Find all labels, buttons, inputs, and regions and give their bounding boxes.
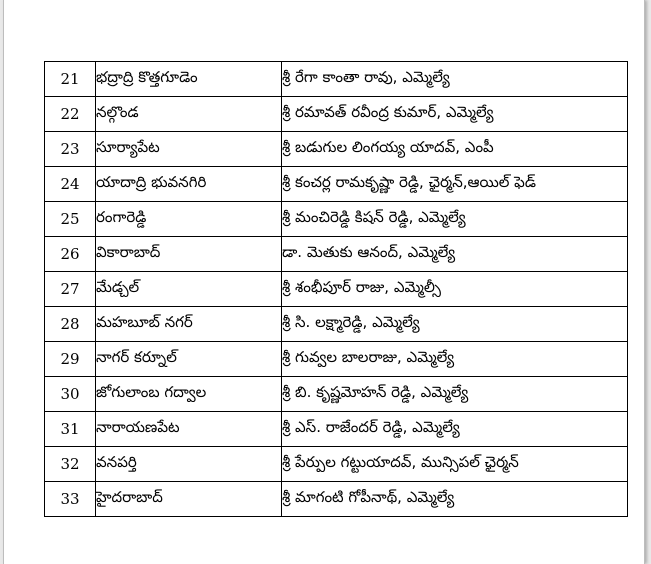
district-name: మేడ్చల్: [96, 272, 282, 307]
district-name: నాగర్ కర్నూల్: [96, 342, 282, 377]
person-name: శ్రీ రేగా కాంతా రావు, ఎమ్మెల్యే: [282, 62, 628, 97]
district-name: వికారాబాద్: [96, 237, 282, 272]
district-name: జోగులాంబ గద్వాల: [96, 377, 282, 412]
person-name: శ్రీ రమావత్ రవీంద్ర కుమార్, ఎమ్మెల్యే: [282, 97, 628, 132]
person-name: శ్రీ మాగంటి గోపీనాథ్, ఎమ్మెల్యే: [282, 482, 628, 517]
table-row: [45, 342, 628, 377]
table-row: [45, 97, 628, 132]
district-name: నారాయణపేట: [96, 412, 282, 447]
district-name: రంగారెడ్డి: [96, 202, 282, 237]
person-name: డా. మెతుకు ఆనంద్, ఎమ్మెల్యే: [282, 237, 628, 272]
district-name: హైదరాబాద్: [96, 482, 282, 517]
table-row: [45, 482, 628, 517]
serial-number: 28: [45, 307, 96, 342]
person-name: శ్రీ కంచర్ల రామకృష్ణా రెడ్డి, ఛైర్మన్,ఆయిల్ ఫెడ్: [282, 167, 628, 202]
district-name: సూర్యాపేట: [96, 132, 282, 167]
table-row: [45, 237, 628, 272]
district-name: మహబూబ్ నగర్: [96, 307, 282, 342]
person-name: శ్రీ బడుగుల లింగయ్య యాదవ్, ఎంపీ: [282, 132, 628, 167]
person-name: శ్రీ సి. లక్ష్మారెడ్డి, ఎమ్మెల్యే: [282, 307, 628, 342]
district-name: భద్రాద్రి కొత్తగూడెం: [96, 62, 282, 97]
table-row: [45, 62, 628, 97]
serial-number: 22: [45, 97, 96, 132]
serial-number: 27: [45, 272, 96, 307]
serial-number: 23: [45, 132, 96, 167]
serial-number: 26: [45, 237, 96, 272]
table-row: [45, 412, 628, 447]
serial-number: 21: [45, 62, 96, 97]
serial-number: 32: [45, 447, 96, 482]
district-incharge-table: [44, 61, 628, 517]
table-row: [45, 447, 628, 482]
table-row: [45, 377, 628, 412]
person-name: శ్రీ ఎస్. రాజేందర్ రెడ్డి, ఎమ్మెల్యే: [282, 412, 628, 447]
person-name: శ్రీ బి. కృష్ణమోహన్ రెడ్డి, ఎమ్మెల్యే: [282, 377, 628, 412]
table-row: [45, 272, 628, 307]
document-page: [3, 0, 645, 564]
serial-number: 25: [45, 202, 96, 237]
serial-number: 30: [45, 377, 96, 412]
person-name: శ్రీ శంభీపూర్ రాజు, ఎమ్మెల్సీ: [282, 272, 628, 307]
serial-number: 33: [45, 482, 96, 517]
table-row: [45, 307, 628, 342]
table-row: [45, 167, 628, 202]
person-name: శ్రీ గువ్వల బాలరాజు, ఎమ్మెల్యే: [282, 342, 628, 377]
serial-number: 24: [45, 167, 96, 202]
serial-number: 29: [45, 342, 96, 377]
serial-number: 31: [45, 412, 96, 447]
district-name: వనపర్తి: [96, 447, 282, 482]
district-name: నల్గొండ: [96, 97, 282, 132]
table-row: [45, 202, 628, 237]
person-name: శ్రీ పేర్పుల గట్టుయాదవ్, మున్సిపల్ ఛైర్మన్: [282, 447, 628, 482]
district-name: యాదాద్రి భువనగిరి: [96, 167, 282, 202]
person-name: శ్రీ మంచిరెడ్డి కిషన్ రెడ్డి, ఎమ్మెల్యే: [282, 202, 628, 237]
table-row: [45, 132, 628, 167]
